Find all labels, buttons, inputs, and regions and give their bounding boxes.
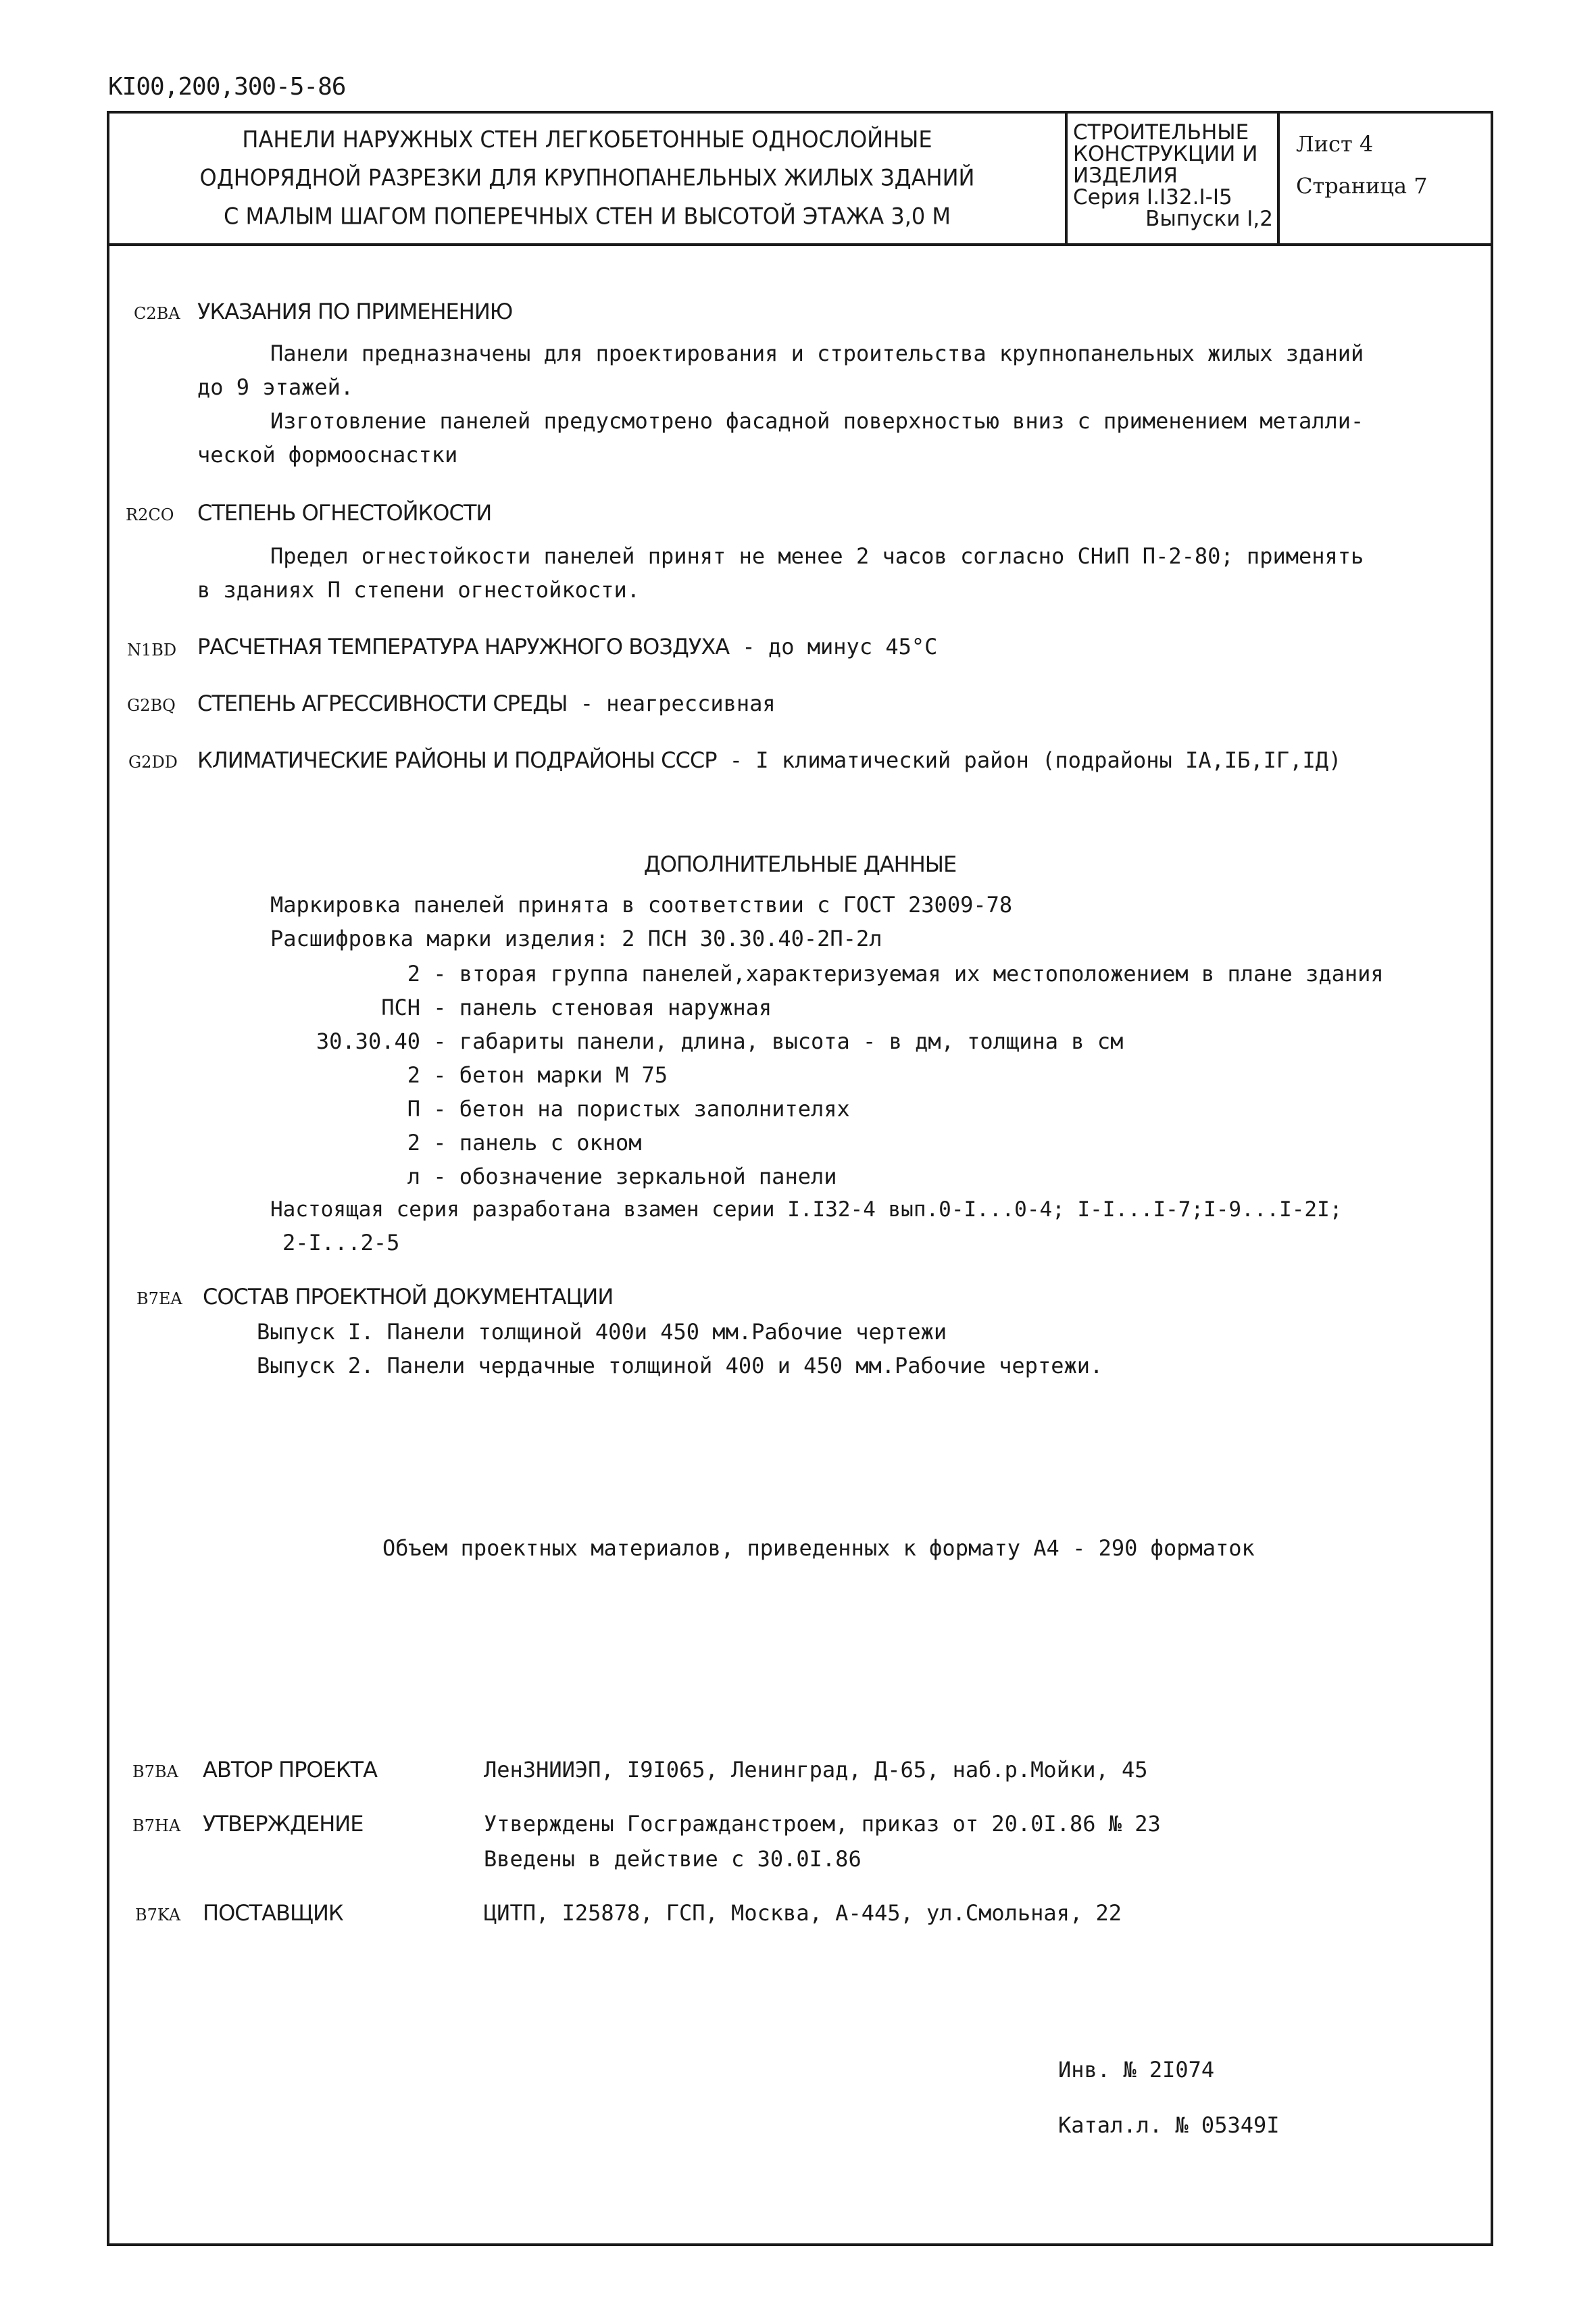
decoding-text: - обозначение зеркальной панели — [433, 1164, 837, 1189]
document-frame — [107, 111, 1493, 2246]
page-number: Страница 7 — [1296, 173, 1428, 199]
decoding-text: - панель с окном — [433, 1130, 642, 1155]
decoding-item — [270, 1028, 1123, 1054]
paragraph-line: до 9 этажей. — [197, 374, 354, 400]
section-value: - I климатический район (подрайоны IА,IБ,IГ,IД) — [729, 747, 1342, 773]
series-line-2: КОНСТРУКЦИИ И — [1073, 142, 1258, 166]
volume-line: Объем проектных материалов, приведенных к формату А4 - 290 форматок — [382, 1535, 1255, 1561]
decoding-text: - бетон марки М 75 — [433, 1062, 668, 1088]
decoding-key: П — [407, 1096, 420, 1122]
section-heading: СТЕПЕНЬ АГРЕССИВНОСТИ СРЕДЫ — [197, 691, 568, 716]
sheet-number: Лист 4 — [1296, 131, 1374, 157]
decoding-item — [270, 1096, 850, 1122]
section-tag: B7HA — [132, 1816, 181, 1835]
section-tag: G2BQ — [127, 696, 176, 715]
decoding-key: 2 — [407, 961, 420, 987]
supplier-value: ЦИТП, I25878, ГСП, Москва, А-445, ул.Смольная, 22 — [484, 1900, 1122, 1926]
decoding-text: - вторая группа панелей,характеризуемая их местоположением в плане здания — [433, 961, 1384, 987]
composition-line: Выпуск I. Панели толщиной 400и 450 мм.Рабочие чертежи — [257, 1319, 947, 1345]
series-line-1: СТРОИТЕЛЬНЫЕ — [1073, 120, 1249, 145]
section-tag: B7KA — [135, 1906, 181, 1924]
decoding-item — [270, 961, 1384, 987]
decoding-item — [270, 1164, 837, 1189]
paragraph-line: Предел огнестойкости панелей принят не менее 2 часов согласно СНиП П-2-80; применять — [270, 543, 1364, 569]
document-body — [109, 114, 1491, 2243]
paragraph-line: Изготовление панелей предусмотрено фасадной поверхностью вниз с применением металли- — [270, 408, 1364, 434]
section-tag: B7EA — [136, 1289, 182, 1308]
decoding-text: - панель стеновая наружная — [433, 995, 772, 1020]
decoding-text: - бетон на пористых заполнителях — [433, 1096, 850, 1122]
decoding-item — [270, 1062, 668, 1088]
decoding-key: 2 — [407, 1130, 420, 1155]
section-heading: РАСЧЕТНАЯ ТЕМПЕРАТУРА НАРУЖНОГО ВОЗДУХА — [197, 634, 730, 659]
catalog-number: Катал.л. № 05349I — [1058, 2112, 1280, 2138]
paragraph-line: Панели предназначены для проектирования и строительства крупнопанельных жилых зданий — [270, 341, 1364, 366]
section-heading: АВТОР ПРОЕКТА — [203, 1757, 377, 1783]
decoding-key: 30.30.40 — [316, 1028, 420, 1054]
series-line-3: ИЗДЕЛИЯ — [1073, 164, 1178, 188]
decoding-line: Расшифровка марки изделия: 2 ПСН 30.30.40-2П-2л — [270, 926, 882, 951]
section-heading: УКАЗАНИЯ ПО ПРИМЕНЕНИЮ — [197, 299, 513, 324]
section-row — [197, 691, 776, 716]
decoding-key: ПСН — [381, 995, 420, 1020]
section-tag: R2CO — [126, 505, 174, 524]
section-tag: N1BD — [127, 641, 177, 659]
author-value: ЛенЗНИИЭП, I9I065, Ленинград, Д-65, наб.р.Мойки, 45 — [484, 1757, 1148, 1783]
composition-line: Выпуск 2. Панели чердачные толщиной 400 и 450 мм.Рабочие чертежи. — [257, 1353, 1103, 1378]
title-line-2: ОДНОРЯДНОЙ РАЗРЕЗКИ ДЛЯ КРУПНОПАНЕЛЬНЫХ ЖИЛЫХ ЗДАНИЙ — [199, 164, 975, 191]
decoding-text: - габариты панели, длина, высота - в дм, толщина в см — [433, 1028, 1124, 1054]
series-line-4: Серия I.I32.I-I5 — [1073, 185, 1232, 209]
marking-line: Маркировка панелей принята в соответствии с ГОСТ 23009-78 — [270, 892, 1013, 918]
section-heading: УТВЕРЖДЕНИЕ — [203, 1811, 364, 1837]
decoding-item — [270, 1130, 642, 1155]
paragraph-line: в зданиях П степени огнестойкости. — [197, 577, 641, 603]
decoding-key: 2 — [407, 1062, 420, 1088]
additional-heading: ДОПОЛНИТЕЛЬНЫЕ ДАННЫЕ — [643, 851, 957, 877]
series-note-continued: 2-I...2-5 — [282, 1230, 400, 1255]
section-heading: СТЕПЕНЬ ОГНЕСТОЙКОСТИ — [197, 500, 492, 526]
approval-value: Утверждены Госгражданстроем, приказ от 20.0I.86 № 23 — [484, 1811, 1161, 1837]
section-tag: B7BA — [132, 1762, 178, 1781]
section-value: - до минус 45°С — [742, 634, 938, 659]
section-heading: СОСТАВ ПРОЕКТНОЙ ДОКУМЕНТАЦИИ — [203, 1284, 614, 1310]
series-note: Настоящая серия разработана взамен серии I.I32-4 вып.0-I...0-4; I-I...I-7;I-9...I-2I; — [270, 1197, 1343, 1222]
section-value: - неагрессивная — [580, 691, 776, 716]
series-line-5: Выпуски I,2 — [1145, 207, 1273, 231]
section-heading: КЛИМАТИЧЕСКИЕ РАЙОНЫ И ПОДРАЙОНЫ СССР — [197, 747, 717, 773]
decoding-item — [270, 995, 772, 1020]
title-line-1: ПАНЕЛИ НАРУЖНЫХ СТЕН ЛЕГКОБЕТОННЫЕ ОДНОСЛОЙНЫЕ — [242, 126, 932, 153]
section-tag: C2BA — [134, 304, 180, 323]
approval-value: Введены в действие с 30.0I.86 — [484, 1846, 862, 1872]
section-row — [197, 634, 937, 659]
title-line-3: С МАЛЫМ ШАГОМ ПОПЕРЕЧНЫХ СТЕН И ВЫСОТОЙ ЭТАЖА 3,0 М — [223, 202, 951, 230]
decoding-key: л — [407, 1164, 420, 1189]
inventory-number: Инв. № 2I074 — [1058, 2057, 1215, 2083]
document-code: КI00,200,300-5-86 — [108, 73, 346, 101]
section-tag: G2DD — [128, 753, 178, 772]
section-heading: ПОСТАВЩИК — [203, 1900, 343, 1926]
paragraph-line: ческой формооснастки — [197, 442, 458, 468]
section-row — [197, 747, 1341, 773]
